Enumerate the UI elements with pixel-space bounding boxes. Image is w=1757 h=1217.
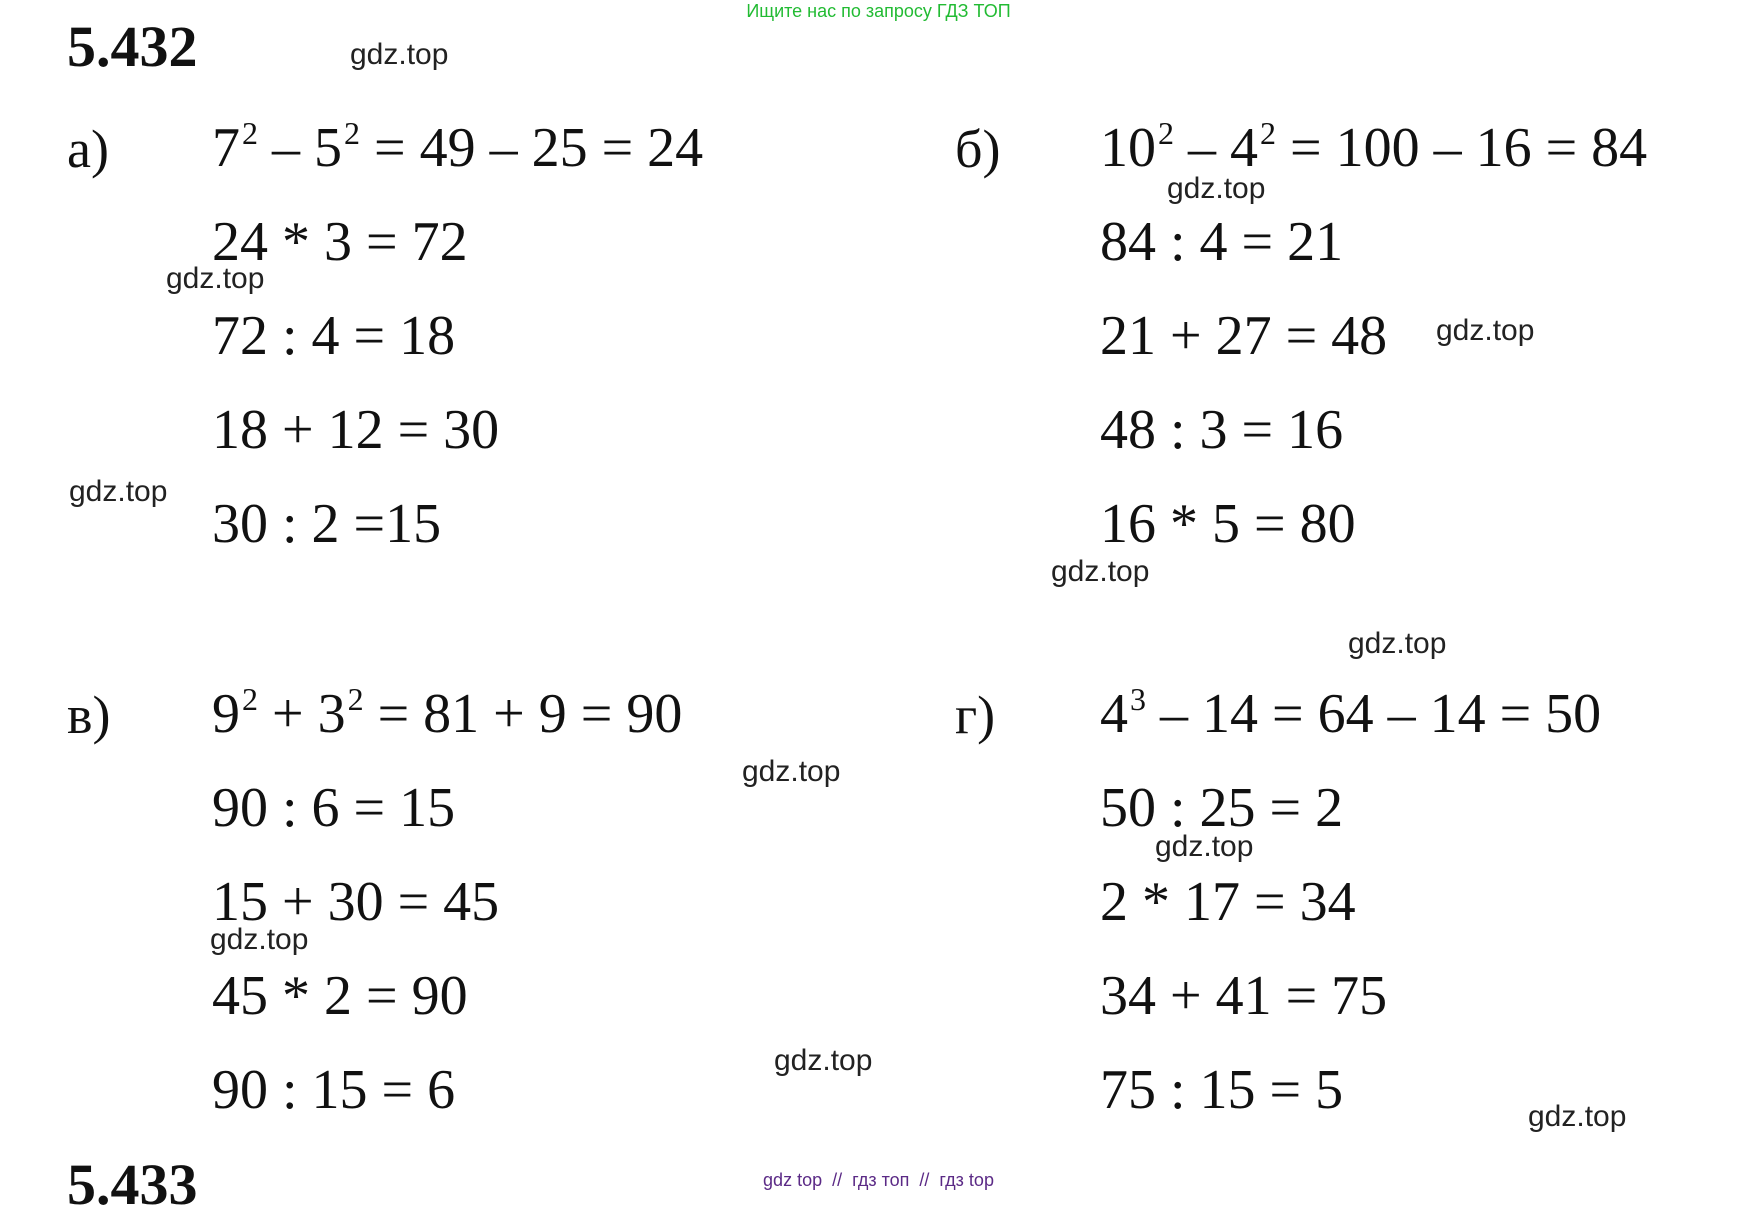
- watermark: gdz.top: [1167, 172, 1266, 205]
- watermark: gdz.top: [1528, 1100, 1627, 1133]
- equation-v-2: 90 : 6 = 15: [212, 777, 456, 839]
- equation-v-4: 45 * 2 = 90: [212, 965, 468, 1027]
- equation-a-5: 30 : 2 =15: [212, 493, 442, 555]
- watermark: gdz.top: [1348, 627, 1447, 660]
- watermark: gdz.top: [350, 38, 449, 71]
- equation-v-3: 15 + 30 = 45: [212, 871, 500, 933]
- equation-g-2: 50 : 25 = 2: [1100, 777, 1344, 839]
- watermark: gdz.top: [210, 923, 309, 956]
- equation-g-5: 75 : 15 = 5: [1100, 1059, 1344, 1121]
- part-label-g: г): [955, 685, 996, 745]
- equation-v-5: 90 : 15 = 6: [212, 1059, 456, 1121]
- watermark: gdz.top: [69, 475, 168, 508]
- equation-v-1: $9^2 + 3^2 = 81 + 9 = 90$: [212, 681, 683, 745]
- equation-g-3: 2 * 17 = 34: [1100, 871, 1356, 933]
- equation-a-2: 24 * 3 = 72: [212, 211, 468, 273]
- footer: gdz top // гдз топ // гдз top: [763, 1170, 994, 1190]
- equation-g-1: $4^3 - 14 = 64 - 14 = 50$: [1100, 681, 1602, 745]
- part-label-b: б): [955, 119, 1001, 179]
- watermark: gdz.top: [774, 1044, 873, 1077]
- watermark: gdz.top: [1155, 830, 1254, 863]
- equation-g-4: 34 + 41 = 75: [1100, 965, 1388, 1027]
- watermark: gdz.top: [166, 262, 265, 295]
- equation-b-4: 48 : 3 = 16: [1100, 399, 1344, 461]
- next-problem-number-cutoff: 5.433: [67, 1152, 198, 1217]
- part-label-a: а): [67, 119, 109, 179]
- equation-b-3: 21 + 27 = 48: [1100, 305, 1388, 367]
- equation-a-3: 72 : 4 = 18: [212, 305, 456, 367]
- problem-number: 5.432: [67, 14, 198, 79]
- equation-b-2: 84 : 4 = 21: [1100, 211, 1344, 273]
- equation-a-1: $7^2 - 5^2 = 49 - 25 = 24$: [212, 115, 704, 179]
- part-label-v: в): [67, 685, 111, 745]
- top-banner: Ищите нас по запросу ГДЗ ТОП: [746, 1, 1011, 21]
- watermark: gdz.top: [1051, 555, 1150, 588]
- equation-b-5: 16 * 5 = 80: [1100, 493, 1356, 555]
- watermark: gdz.top: [1436, 314, 1535, 347]
- equation-a-4: 18 + 12 = 30: [212, 399, 500, 461]
- equation-b-1: $10^2 - 4^2 = 100 - 16 = 84$: [1100, 115, 1648, 179]
- watermark: gdz.top: [742, 755, 841, 788]
